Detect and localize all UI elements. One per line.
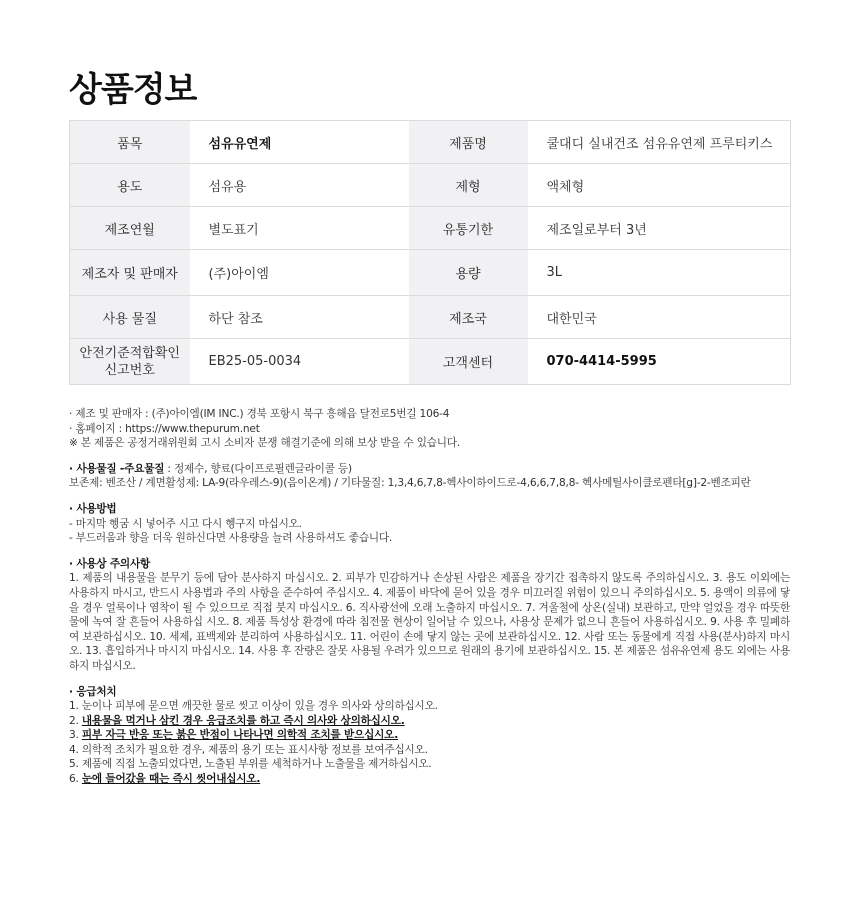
first-aid-emphasis: 피부 자극 반응 또는 붉은 반점이 나타나면 의학적 조치를 받으십시오. bbox=[81, 729, 399, 742]
materials-line bbox=[69, 462, 790, 477]
first-aid-item bbox=[69, 714, 790, 729]
caution-heading: · 사용상 주의사항 bbox=[69, 557, 151, 570]
spec-row bbox=[70, 164, 791, 207]
compensation-line: ※ 본 제품은 공정거래위원회 고시 소비자 분쟁 해결기준에 의해 보상 받을 수 있습니다. bbox=[69, 437, 460, 450]
first-aid-item: 4. 의학적 조치가 필요한 경우, 제품의 용기 또는 표시사항 정보를 보여주십시오. bbox=[69, 743, 428, 756]
page-title: 상품정보 bbox=[69, 70, 197, 110]
spec-table bbox=[69, 120, 791, 385]
first-aid-emphasis: 내용물을 먹거나 삼킨 경우 응급조치를 하고 즉시 의사와 상의하십시오. bbox=[81, 714, 405, 727]
spec-value: 제조일로부터 3년 bbox=[528, 207, 791, 250]
first-aid-item: 1. 눈이나 피부에 묻으면 깨끗한 물로 씻고 이상이 있을 경우 의사와 상의하십시오. bbox=[69, 700, 438, 713]
first-aid-item: 5. 제품에 직접 노출되었다면, 노출된 부위를 세척하거나 노출물을 제거하십시오. bbox=[69, 758, 432, 771]
product-notes bbox=[69, 407, 790, 787]
first-aid-heading: · 응급처치 bbox=[69, 685, 117, 698]
spec-key: 제품명 bbox=[409, 121, 528, 164]
materials-detail: 보존제: 벤조산 / 계면활성제: LA-9(라우레스-9)(음이온계) / 기타물질: 1,3,4,6,7,8-헥사이하이드로-4,6,6,7,8,8- 헥사메틸사이클로펜타[g]-2-벤조피란 bbox=[69, 477, 751, 490]
usage-line: - 부드러움과 향을 더욱 원하신다면 사용량을 늘려 사용하셔도 좋습니다. bbox=[69, 532, 393, 545]
spec-value: 섬유용 bbox=[190, 164, 409, 207]
spec-value: EB25-05-0034 bbox=[190, 339, 409, 385]
maker-line: · 제조 및 판매자 : (주)아이엠(IM INC.) 경북 포항시 북구 흥해읍 달전로5번길 106-4 bbox=[69, 408, 450, 420]
spec-key: 용량 bbox=[409, 250, 528, 296]
spec-value: 별도표기 bbox=[190, 207, 409, 250]
customer-center-phone: 070-4414-5995 bbox=[528, 339, 791, 385]
spec-key-line: 신고번호 bbox=[104, 362, 155, 378]
spec-row bbox=[70, 121, 791, 164]
spec-key bbox=[70, 339, 190, 385]
spec-key-line: 안전기준적합확인 bbox=[79, 345, 180, 361]
first-aid-item bbox=[69, 772, 790, 787]
spec-row bbox=[70, 296, 791, 339]
spec-key: 품목 bbox=[70, 121, 190, 164]
first-aid-number: 2. bbox=[69, 714, 82, 727]
spec-value: 섬유유연제 bbox=[208, 136, 272, 152]
spec-key: 제조연월 bbox=[70, 207, 190, 250]
spec-row bbox=[70, 339, 791, 385]
usage-line: - 마지막 헹굼 시 넣어주 시고 다시 헹구지 마십시오. bbox=[69, 517, 302, 530]
spec-row bbox=[70, 207, 791, 250]
spec-key: 제조국 bbox=[409, 296, 528, 339]
usage-heading: · 사용방법 bbox=[69, 502, 117, 515]
spec-key: 제형 bbox=[409, 164, 528, 207]
first-aid-number: 6. bbox=[69, 773, 82, 786]
materials-main-value: : 정제수, 향료(다이프로필렌글라이콜 등) bbox=[164, 462, 352, 475]
homepage-line: · 홈페이지 : https://www.thepurum.net bbox=[69, 422, 260, 435]
spec-key: 용도 bbox=[70, 164, 190, 207]
spec-value: (주)아이엠 bbox=[190, 250, 409, 296]
first-aid-number: 3. bbox=[69, 729, 82, 742]
first-aid-emphasis: 눈에 들어갔을 때는 즉시 씻어내십시오. bbox=[81, 773, 261, 786]
spec-value: 하단 참조 bbox=[190, 296, 409, 339]
spec-key: 유통기한 bbox=[409, 207, 528, 250]
spec-key: 사용 물질 bbox=[70, 296, 190, 339]
materials-heading: · 사용물질 -주요물질 bbox=[69, 462, 165, 475]
first-aid-item bbox=[69, 728, 790, 743]
caution-text: 1. 제품의 내용물을 분무기 등에 담아 분사하지 마십시오. 2. 피부가 민감하거나 손상된 사람은 제품을 장기간 접촉하지 않도록 주의하십시오. 3. 용도 이외에는 사용하지 마시고, 반드시 사용법과 주의 사항을 준수하여 주십시오. 4. 제품이 바닥에 묻어 있을 경우 미끄러질 위험이 있으니 주의하십시오. 5. 용액이 의류에 닿을 경우 얼룩이나 염착이 될 수 있으므로 직접 붓지 마십시오. 6. 직사광선에 오래 노출하지 마십시오. 7. 겨울철에 상온(실내) 보관하고, 만약 얼었을 경우 따뜻한 물에 녹여 잘 흔들어 사용하십 시오. 8. 제품 특성상 환경에 따라 침전물 현상이 일어날 수 있으나, 사용상 문제가 없으니 흔들어 사용하십시오. 9. 사용 후 밀폐하여 보관하십시오. 10. 세제, 표백제와 분리하여 사용하십시오. 11. 어린이 손에 닿지 않는 곳에 보관하십시오. 12. 사람 또는 동물에게 직접 사용(분사)하지 마시오. 13. 흡입하거나 마시지 마십시오. 14. 사용 후 잔량은 잘못 사용될 우려가 있으므로 원래의 용기에 보관하십시오. 15. 본 제품은 섬유유연제 용도 외에는 사용하지 마십시오. bbox=[69, 572, 790, 672]
spec-row bbox=[70, 250, 791, 296]
spec-value: 3L bbox=[528, 250, 791, 296]
spec-value: 대한민국 bbox=[528, 296, 791, 339]
spec-value: 액체형 bbox=[528, 164, 791, 207]
spec-value: 쿨대디 실내건조 섬유유연제 프루티키스 bbox=[546, 136, 773, 152]
spec-key: 고객센터 bbox=[409, 339, 528, 385]
spec-key: 제조자 및 판매자 bbox=[70, 250, 190, 296]
